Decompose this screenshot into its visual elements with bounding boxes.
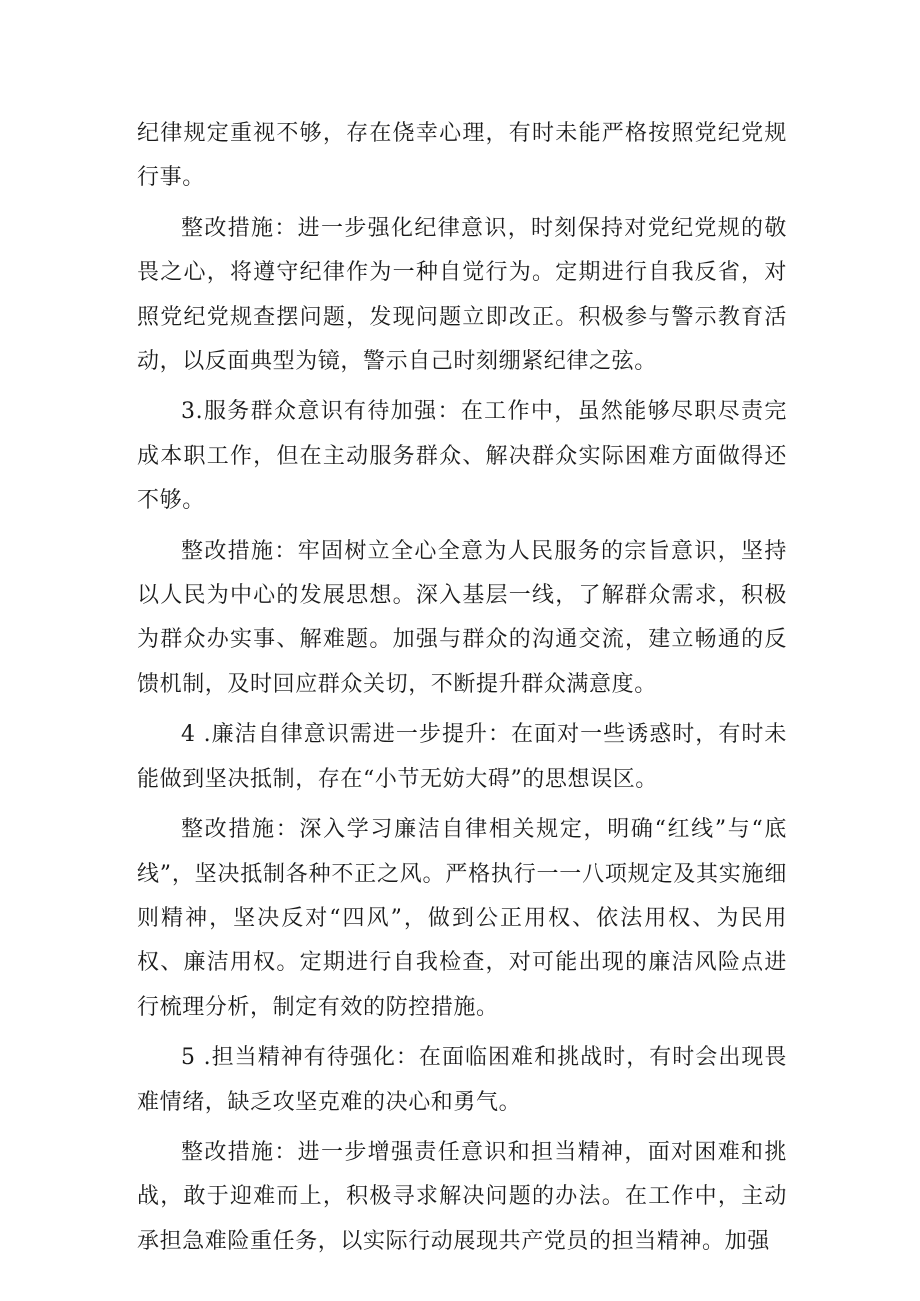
- paragraph-issue-5-responsibility: 5 .担当精神有待强化：在面临困难和挑战时，有时会出现畏难情绪，缺乏攻坚克难的决心和勇气。: [137, 1045, 787, 1115]
- document-body: [137, 112, 787, 1270]
- paragraph-continuation: 纪律规定重视不够，存在侥幸心理，有时未能严格按照党纪党规行事。: [137, 121, 787, 191]
- paragraph-issue-4-integrity: 4 .廉洁自律意识需进一步提升：在面对一些诱惑时，有时未能做到坚决抵制，存在“小节无妨大碍”的思想误区。: [137, 722, 787, 792]
- paragraph-rectification-measures-discipline: 整改措施：进一步强化纪律意识，时刻保持对党纪党规的敬畏之心，将遵守纪律作为一种自觉行为。定期进行自我反省，对照党纪党规查摆问题，发现问题立即改正。积极参与警示教育活动，以反面典型为镜，警示自己时刻绷紧纪律之弦。: [137, 215, 787, 375]
- paragraph-rectification-measures-serving-masses: 整改措施：牢固树立全心全意为人民服务的宗旨意识，坚持以人民为中心的发展思想。深入基层一线，了解群众需求，积极为群众办实事、解难题。加强与群众的沟通交流，建立畅通的反馈机制，及时回应群众关切，不断提升群众满意度。: [137, 538, 787, 697]
- paragraph-issue-3-serving-masses: 3.服务群众意识有待加强：在工作中，虽然能够尽职尽责完成本职工作，但在主动服务群众、解决群众实际困难方面做得还不够。: [137, 399, 787, 514]
- paragraph-rectification-measures-integrity: 整改措施：深入学习廉洁自律相关规定，明确“红线”与“底线”，坚决抵制各种不正之风。严格执行一一八项规定及其实施细则精神，坚决反对“四风”，做到公正用权、依法用权、为民用权、廉洁用权。定期进行自我检查，对可能出现的廉洁风险点进行梳理分析，制定有效的防控措施。: [137, 817, 787, 1020]
- paragraph-rectification-measures-responsibility: 整改措施：进一步增强责任意识和担当精神，面对困难和挑战，敢于迎难而上，积极寻求解决问题的办法。在工作中，主动承担急难险重任务，以实际行动展现共产党员的担当精神。加强: [137, 1139, 787, 1254]
